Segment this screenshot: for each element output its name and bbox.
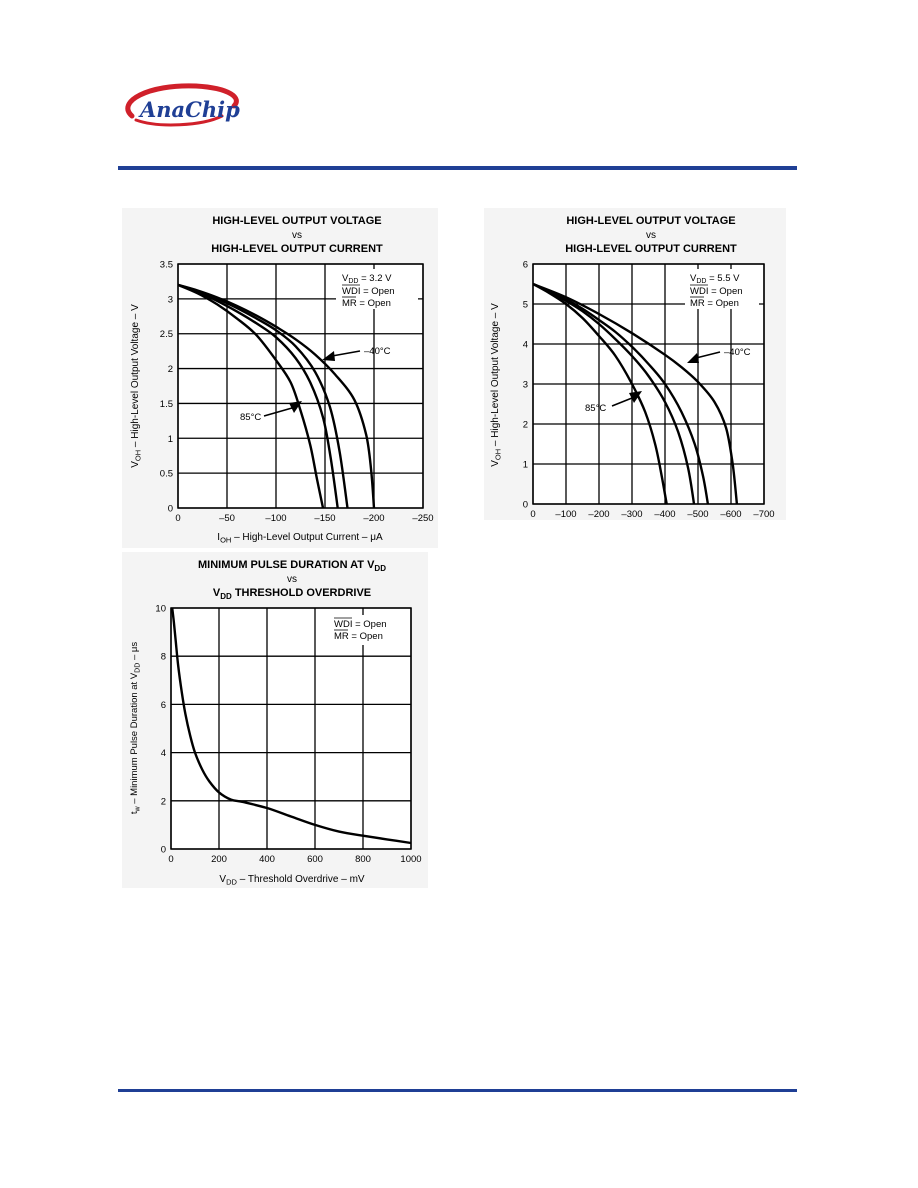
chart-3-x-tick-label: 0 [168,854,174,865]
chart-2-y-tick-label: 5 [522,299,528,311]
chart-1-condition-wdi [342,286,395,297]
chart-1-cond-mr-rest: = Open [356,298,391,309]
chart-2-x-tick-label: –500 [687,509,709,520]
chart-1-x-tick-label: –100 [265,513,287,524]
chart-2-condition-wdi [690,286,743,297]
chart-2-ylabel-sub: OH [493,448,503,461]
chart-2-cond-wdi-rest: = Open [708,286,743,297]
chart-2-y-tick-label: 2 [522,419,528,431]
chart-3-title-line3 [213,587,371,601]
chart-1-y-tick-label: 2.5 [159,329,173,341]
chart-voh-vs-ioh-5v5 [484,208,786,520]
chart-pulse-duration-vs-overdrive [122,552,428,888]
chart-3-ylabel-sub2: DD [134,662,142,673]
chart-2-cond-vdd-v: V [690,273,697,284]
chart-1-cond-vdd-sub: DD [348,278,359,285]
chart-3-title-line1-sub: DD [374,564,386,573]
chart-1-cond-wdi-label: WDI [342,286,361,297]
chart-1-y-tick-label: 2 [167,364,173,376]
chart-1-annotation-hot: 85°C [240,412,262,423]
chart-2-condition-mr [690,298,739,309]
chart-2-cond-vdd-rest: = 5.5 V [706,273,740,284]
chart-1-condition-mr [342,298,391,309]
logo-text: AnaChip [140,97,240,122]
chart-3-xlabel-rest: – Threshold Overdrive – mV [236,874,365,885]
chart-3-ylabel-t: t [129,811,140,815]
chart-1-x-tick-label: –50 [219,513,235,524]
chart-2-cond-wdi-label: WDI [690,286,709,297]
chart-2-cond-mr-label: MR [690,298,705,309]
chart-2-x-tick-label: –100 [555,509,577,520]
chart-2-y-tick-label: 3 [522,379,528,391]
chart-3-cond-mr-rest: = Open [348,631,383,642]
chart-1-y-tick-label: 1.5 [159,398,173,410]
chart-2-title-line2: vs [646,230,656,241]
chart-3-ylabel-rest2: – μs [129,641,140,663]
chart-2-ylabel-v: V [490,460,501,467]
chart-1-cond-mr-label: MR [342,298,357,309]
chart-3-x-tick-label: 800 [355,854,371,865]
chart-3-y-axis-label [129,642,142,814]
chart-1-ylabel-v: V [130,461,141,468]
chart-3-cond-wdi-label: WDI [334,619,353,630]
chart-2-x-tick-label: –300 [621,509,643,520]
chart-2-annotation-cold: –40°C [724,347,751,358]
chart-1-xlabel-rest: – High-Level Output Current – μA [231,532,383,543]
chart-2-y-axis-label [490,303,503,467]
chart-2-y-tick-label: 1 [522,459,528,471]
chart-3-y-tick-label: 2 [160,796,166,808]
chart-2-cond-vdd-sub: DD [696,278,707,285]
chart-3-title-line3-rest: THRESHOLD OVERDRIVE [231,587,372,599]
chart-2-ylabel-rest: – High-Level Output Voltage – V [490,303,501,449]
chart-3-title-line2: vs [287,574,297,585]
chart-1-ylabel-sub: OH [133,449,143,462]
chart-3-ylabel-sub: w [134,806,142,812]
chart-3-x-tick-label: 400 [259,854,275,865]
chart-2-x-tick-label: –200 [588,509,610,520]
chart-1-x-tick-label: –150 [314,513,336,524]
chart-3-title-line1-text: MINIMUM PULSE DURATION AT V [198,559,375,571]
chart-2-y-tick-label: 4 [522,339,528,351]
chart-1-y-tick-label: 3 [167,294,173,306]
chart-1-cond-wdi-rest: = Open [360,286,395,297]
chart-2-y-tick-label: 6 [522,259,528,271]
chart-1-y-axis-label [130,304,143,468]
chart-3-y-tick-label: 8 [160,651,166,663]
chart-3-y-tick-label: 0 [160,844,166,856]
chart-2-y-tick-label: 0 [522,499,528,511]
chart-1-y-tick-label: 1 [167,433,173,445]
chart-1-title-line3: HIGH-LEVEL OUTPUT CURRENT [211,243,383,255]
chart-3-ylabel-rest: – Minimum Pulse Duration at V [129,672,140,807]
chart-2-x-tick-label: –600 [720,509,742,520]
chart-2-title-line1: HIGH-LEVEL OUTPUT VOLTAGE [566,215,736,227]
chart-1-y-tick-label: 0.5 [159,468,173,480]
chart-2-x-tick-label: –700 [753,509,775,520]
chart-2-y-axis-label-svg [484,260,504,510]
chart-3-x-tick-label: 200 [211,854,227,865]
chart-3-xlabel-v: V [219,874,227,885]
chart-1-cond-vdd-rest: = 3.2 V [358,273,392,284]
chart-2-title-line3: HIGH-LEVEL OUTPUT CURRENT [565,243,737,255]
chart-3-cond-wdi-rest: = Open [352,619,387,630]
chart-3-x-tick-label: 600 [307,854,323,865]
chart-3-condition-wdi [334,619,387,630]
chart-1-annotation-cold: –40°C [364,346,391,357]
chart-1-x-tick-label: 0 [175,513,181,524]
chart-1-title-line1: HIGH-LEVEL OUTPUT VOLTAGE [212,215,382,227]
chart-3-y-tick-label: 10 [155,603,166,615]
chart-1-xlabel-i: I [217,532,221,543]
chart-3-y-tick-label: 6 [160,699,166,711]
chart-1-y-tick-label: 3.5 [159,259,173,271]
chart-1-x-tick-label: –200 [363,513,385,524]
chart-3-x-axis-label [219,874,364,887]
chart-1-xlabel-sub: OH [220,535,232,545]
chart-3-cond-mr-label: MR [334,631,349,642]
chart-3-title-line1 [198,559,386,573]
chart-1-y-tick-label: 0 [167,503,173,515]
chart-voh-vs-ioh-3v2 [122,208,438,548]
chart-3-title-line3-sub: DD [220,592,232,601]
chart-3-condition-mr [334,631,383,642]
chart-2-annotation-hot: 85°C [585,403,607,414]
chart-3-y-tick-label: 4 [160,748,166,760]
chart-2-cond-mr-rest: = Open [704,298,739,309]
chart-2-x-tick-label: 0 [530,509,536,520]
header-rule [118,166,797,170]
chart-3-xlabel-sub: DD [226,877,237,887]
chart-1-x-tick-label: –250 [412,513,434,524]
chart-1-ylabel-rest: – High-Level Output Voltage – V [130,304,141,450]
chart-1-title-line2: vs [292,230,302,241]
chart-3-x-tick-label: 1000 [400,854,422,865]
chart-1-x-axis-label [217,532,383,545]
chart-1-cond-vdd-v: V [342,273,349,284]
anachip-logo [118,82,260,134]
footer-rule [118,1089,797,1092]
chart-2-x-tick-label: –400 [654,509,676,520]
chart-3-title-line3-v: V [212,587,221,599]
